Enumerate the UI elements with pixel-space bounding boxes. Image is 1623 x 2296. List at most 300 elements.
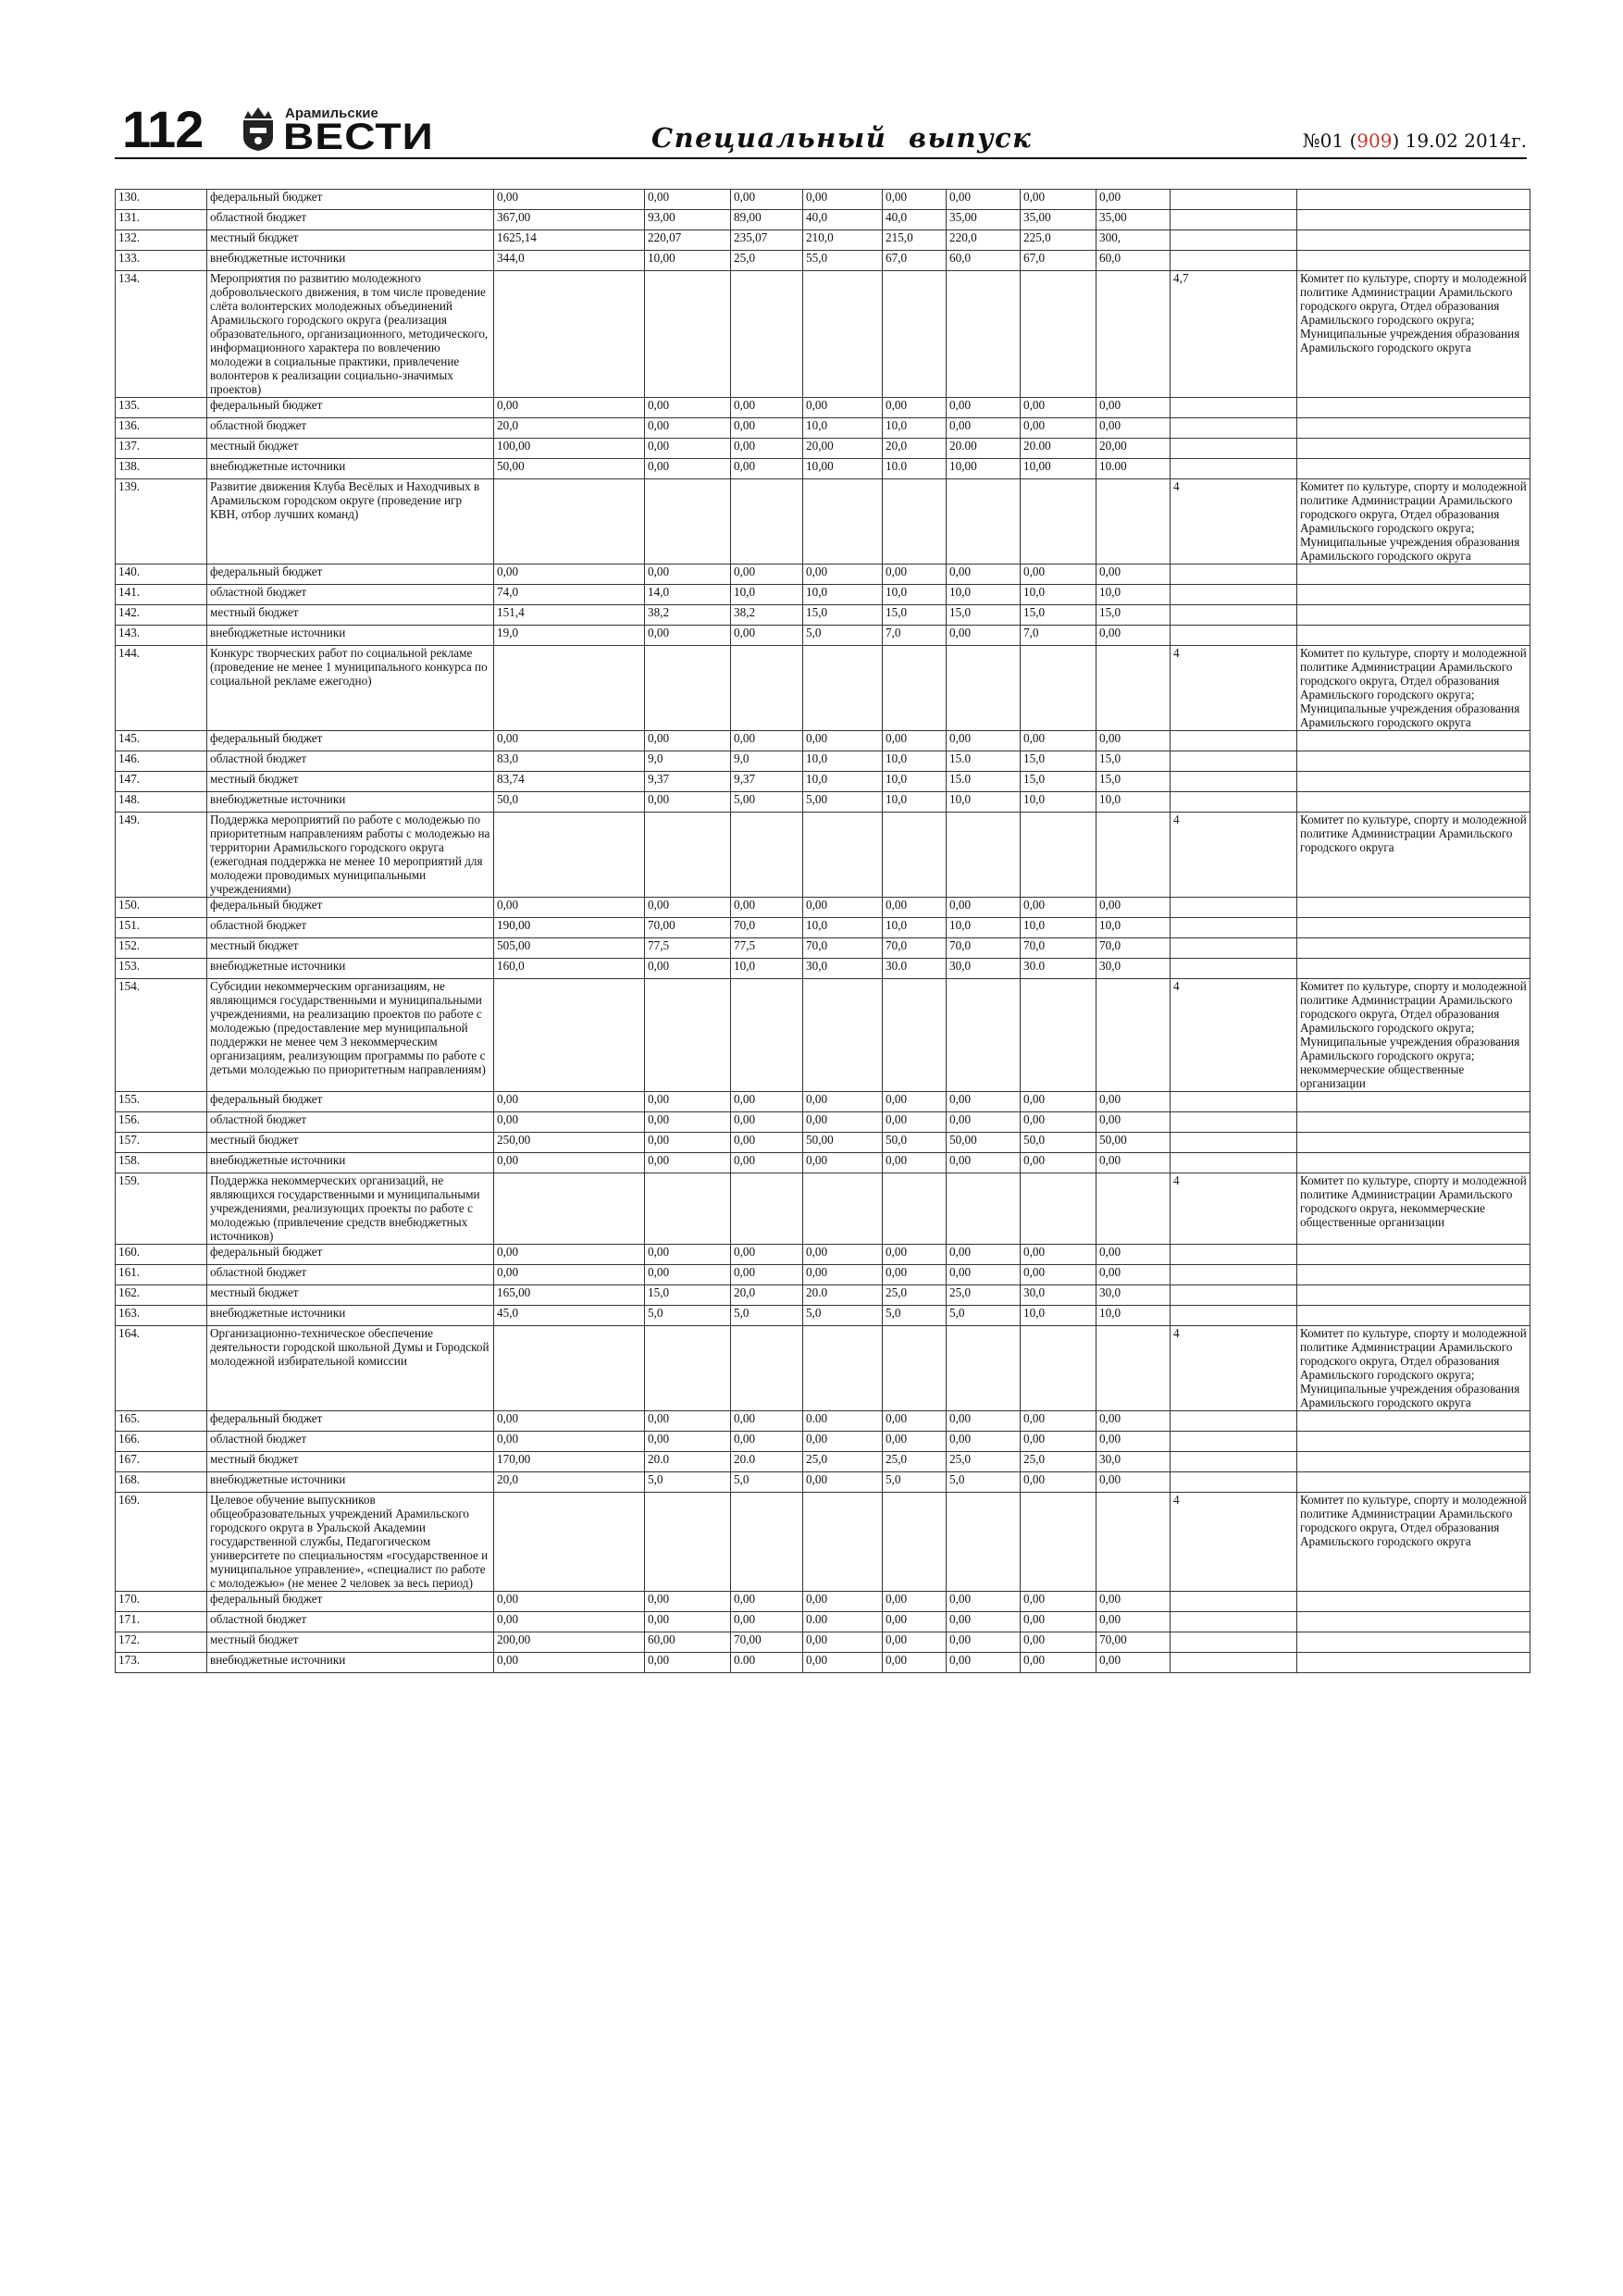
value-cell [645, 813, 731, 898]
value-cell: 0,00 [1021, 1432, 1096, 1452]
value-cell: 10,0 [947, 792, 1021, 813]
value-cell: 5,0 [731, 1472, 803, 1493]
value-cell: 300, [1096, 230, 1171, 251]
value-cell: 0,00 [947, 1245, 1021, 1265]
value-cell: 20.0 [645, 1452, 731, 1472]
value-cell: 25,0 [883, 1452, 947, 1472]
value-cell: 0,00 [645, 959, 731, 979]
value-cell: 0,00 [1096, 190, 1171, 210]
value-cell: 9,37 [645, 772, 731, 792]
value-cell: 0,00 [947, 418, 1021, 439]
value-cell: 151,4 [494, 605, 645, 626]
target-cell [1171, 398, 1297, 418]
value-cell: 15,0 [1096, 605, 1171, 626]
responsible-cell [1297, 938, 1530, 959]
value-cell: 0,00 [731, 459, 803, 479]
value-cell: 30.0 [1021, 959, 1096, 979]
item-name-cell: местный бюджет [207, 230, 494, 251]
value-cell: 0,00 [803, 1432, 883, 1452]
row-number-cell: 140. [116, 565, 207, 585]
item-name-cell: федеральный бюджет [207, 398, 494, 418]
value-cell: 30,0 [803, 959, 883, 979]
value-cell: 0,00 [731, 1112, 803, 1133]
value-cell: 9,37 [731, 772, 803, 792]
value-cell [494, 271, 645, 398]
item-name-cell: областной бюджет [207, 1265, 494, 1285]
row-number-cell: 132. [116, 230, 207, 251]
responsible-cell [1297, 565, 1530, 585]
value-cell: 160,0 [494, 959, 645, 979]
item-name-cell: местный бюджет [207, 1285, 494, 1306]
value-cell: 0,00 [883, 1245, 947, 1265]
table-row [116, 398, 1530, 418]
item-name-cell: Субсидии некоммерческим организациям, не являющимся государственными и муниципальными учреждениями, на реализацию проектов по работе с молодежью (предоставление мер муниципальной поддержки не менее чем 3 некоммерческим организациям, реализующим программы по работе с детьми молодежью по приоритетным направлениям) [207, 979, 494, 1092]
value-cell: 15,0 [883, 605, 947, 626]
value-cell: 10,0 [803, 585, 883, 605]
logo-title: ВЕСТИ [283, 117, 434, 157]
value-cell: 7,0 [883, 626, 947, 646]
value-cell: 0,00 [947, 1612, 1021, 1632]
value-cell: 0,00 [494, 1612, 645, 1632]
value-cell: 15,0 [1021, 772, 1096, 792]
value-cell [731, 646, 803, 731]
value-cell: 200,00 [494, 1632, 645, 1653]
page-number: 112 [122, 100, 204, 158]
table-row [116, 959, 1530, 979]
value-cell: 0,00 [947, 898, 1021, 918]
target-cell: 4 [1171, 1493, 1297, 1592]
value-cell: 40,0 [883, 210, 947, 230]
value-cell [947, 1493, 1021, 1592]
value-cell [947, 479, 1021, 565]
value-cell: 0,00 [1021, 1612, 1096, 1632]
value-cell: 10,0 [731, 959, 803, 979]
value-cell: 5,0 [645, 1472, 731, 1493]
value-cell: 15,0 [803, 605, 883, 626]
value-cell: 50,0 [1021, 1133, 1096, 1153]
value-cell: 20,0 [494, 418, 645, 439]
table-row [116, 585, 1530, 605]
value-cell: 0,00 [494, 1112, 645, 1133]
item-name-cell: местный бюджет [207, 1133, 494, 1153]
value-cell: 0,00 [803, 1112, 883, 1133]
row-number-cell: 161. [116, 1265, 207, 1285]
row-number-cell: 153. [116, 959, 207, 979]
value-cell: 20.00 [947, 439, 1021, 459]
value-cell: 0,00 [494, 1153, 645, 1173]
table-row [116, 1306, 1530, 1326]
target-cell [1171, 898, 1297, 918]
value-cell: 0,00 [1021, 1245, 1096, 1265]
value-cell: 0,00 [1021, 1265, 1096, 1285]
table-row [116, 1092, 1530, 1112]
value-cell: 77,5 [645, 938, 731, 959]
value-cell: 0,00 [731, 1133, 803, 1153]
value-cell: 0,00 [803, 1092, 883, 1112]
row-number-cell: 157. [116, 1133, 207, 1153]
row-number-cell: 155. [116, 1092, 207, 1112]
row-number-cell: 164. [116, 1326, 207, 1411]
value-cell: 1625,14 [494, 230, 645, 251]
value-cell [947, 1326, 1021, 1411]
target-cell [1171, 190, 1297, 210]
value-cell: 60,0 [1096, 251, 1171, 271]
row-number-cell: 148. [116, 792, 207, 813]
value-cell: 10,0 [731, 585, 803, 605]
logo-subtitle: Арамильские [285, 105, 378, 121]
row-number-cell: 130. [116, 190, 207, 210]
table-row [116, 1452, 1530, 1472]
value-cell: 10,0 [947, 585, 1021, 605]
table-row [116, 418, 1530, 439]
value-cell: 10,00 [947, 459, 1021, 479]
value-cell: 10,0 [1021, 792, 1096, 813]
row-number-cell: 138. [116, 459, 207, 479]
target-cell [1171, 792, 1297, 813]
value-cell: 55,0 [803, 251, 883, 271]
value-cell: 10,0 [1096, 585, 1171, 605]
responsible-cell [1297, 1112, 1530, 1133]
value-cell: 0,00 [494, 190, 645, 210]
item-name-cell: областной бюджет [207, 1612, 494, 1632]
row-number-cell: 152. [116, 938, 207, 959]
table-row [116, 605, 1530, 626]
value-cell: 10,0 [1021, 585, 1096, 605]
row-number-cell: 141. [116, 585, 207, 605]
responsible-cell [1297, 418, 1530, 439]
value-cell: 0.00 [803, 1411, 883, 1432]
budget-table [115, 189, 1530, 1673]
value-cell: 25,0 [731, 251, 803, 271]
value-cell: 5,0 [731, 1306, 803, 1326]
value-cell: 0,00 [494, 565, 645, 585]
item-name-cell: внебюджетные источники [207, 1153, 494, 1173]
value-cell: 0,00 [494, 1245, 645, 1265]
value-cell: 0,00 [645, 1265, 731, 1285]
value-cell: 20,0 [731, 1285, 803, 1306]
responsible-cell [1297, 1612, 1530, 1632]
target-cell [1171, 1306, 1297, 1326]
value-cell: 0,00 [883, 190, 947, 210]
value-cell: 20,00 [1096, 439, 1171, 459]
value-cell [494, 1326, 645, 1411]
value-cell: 0,00 [883, 1265, 947, 1285]
value-cell [494, 979, 645, 1092]
value-cell: 10,0 [1021, 918, 1096, 938]
value-cell [947, 813, 1021, 898]
value-cell: 0,00 [803, 565, 883, 585]
value-cell: 10,00 [645, 251, 731, 271]
value-cell: 0,00 [645, 1612, 731, 1632]
value-cell: 0,00 [731, 398, 803, 418]
value-cell: 0,00 [645, 898, 731, 918]
value-cell: 0,00 [1096, 626, 1171, 646]
value-cell [645, 646, 731, 731]
value-cell: 10,0 [883, 751, 947, 772]
value-cell: 0,00 [494, 1432, 645, 1452]
value-cell: 0,00 [883, 1092, 947, 1112]
value-cell [1096, 646, 1171, 731]
value-cell: 0,00 [494, 1265, 645, 1285]
value-cell: 10,0 [947, 918, 1021, 938]
value-cell: 0,00 [883, 1153, 947, 1173]
value-cell: 0.00 [731, 1653, 803, 1673]
responsible-cell [1297, 459, 1530, 479]
target-cell [1171, 1285, 1297, 1306]
value-cell: 0,00 [947, 1265, 1021, 1285]
item-name-cell: внебюджетные источники [207, 251, 494, 271]
value-cell [883, 813, 947, 898]
value-cell: 0,00 [947, 1411, 1021, 1432]
row-number-cell: 172. [116, 1632, 207, 1653]
item-name-cell: Развитие движения Клуба Весёлых и Находчивых в Арамильском городском округе (проведение игр КВН, отбор лучших команд) [207, 479, 494, 565]
target-cell [1171, 959, 1297, 979]
target-cell [1171, 1265, 1297, 1285]
value-cell [1096, 1493, 1171, 1592]
table-row [116, 565, 1530, 585]
header-rule [115, 157, 1527, 159]
value-cell: 0,00 [494, 1653, 645, 1673]
value-cell [1021, 1326, 1096, 1411]
responsible-cell [1297, 439, 1530, 459]
target-cell [1171, 1632, 1297, 1653]
item-name-cell: Организационно-техническое обеспечение деятельности городской школьной Думы и Городской молодежной избирательной комиссии [207, 1326, 494, 1411]
value-cell: 50,00 [947, 1133, 1021, 1153]
table-row [116, 1265, 1530, 1285]
value-cell: 0,00 [1021, 1592, 1096, 1612]
target-cell: 4 [1171, 1326, 1297, 1411]
value-cell: 0,00 [1021, 731, 1096, 751]
value-cell: 0,00 [731, 190, 803, 210]
table-row [116, 898, 1530, 918]
item-name-cell: внебюджетные источники [207, 1653, 494, 1673]
value-cell: 0,00 [1096, 398, 1171, 418]
value-cell: 0,00 [1096, 565, 1171, 585]
value-cell [731, 1326, 803, 1411]
table-row [116, 792, 1530, 813]
table-row [116, 210, 1530, 230]
value-cell: 0,00 [731, 1153, 803, 1173]
value-cell: 19,0 [494, 626, 645, 646]
target-cell [1171, 1411, 1297, 1432]
value-cell: 15,0 [1021, 751, 1096, 772]
value-cell: 0,00 [883, 565, 947, 585]
value-cell [731, 271, 803, 398]
value-cell: 0,00 [1096, 1265, 1171, 1285]
value-cell: 25,0 [947, 1285, 1021, 1306]
value-cell: 70,00 [1096, 1632, 1171, 1653]
value-cell: 10,0 [1096, 792, 1171, 813]
value-cell: 0,00 [1096, 418, 1171, 439]
table-row [116, 1472, 1530, 1493]
value-cell [1021, 979, 1096, 1092]
row-number-cell: 144. [116, 646, 207, 731]
value-cell [1096, 1173, 1171, 1245]
value-cell [645, 1173, 731, 1245]
value-cell [645, 479, 731, 565]
value-cell: 10,0 [1021, 1306, 1096, 1326]
target-cell [1171, 918, 1297, 938]
value-cell: 0,00 [645, 439, 731, 459]
item-name-cell: внебюджетные источники [207, 1472, 494, 1493]
value-cell [1021, 1493, 1096, 1592]
value-cell: 0,00 [1096, 1245, 1171, 1265]
row-number-cell: 159. [116, 1173, 207, 1245]
value-cell: 210,0 [803, 230, 883, 251]
value-cell: 0,00 [1021, 398, 1096, 418]
table-row [116, 1153, 1530, 1173]
value-cell: 0,00 [947, 626, 1021, 646]
value-cell: 0,00 [731, 626, 803, 646]
value-cell: 0,00 [731, 1411, 803, 1432]
item-name-cell: областной бюджет [207, 918, 494, 938]
table-row [116, 479, 1530, 565]
responsible-cell [1297, 626, 1530, 646]
row-number-cell: 137. [116, 439, 207, 459]
table-row [116, 1432, 1530, 1452]
value-cell [731, 979, 803, 1092]
value-cell: 0,00 [947, 1112, 1021, 1133]
value-cell: 0,00 [645, 1653, 731, 1673]
table-row [116, 1326, 1530, 1411]
value-cell: 30,0 [1021, 1285, 1096, 1306]
row-number-cell: 168. [116, 1472, 207, 1493]
value-cell: 38,2 [645, 605, 731, 626]
row-number-cell: 134. [116, 271, 207, 398]
value-cell: 5,0 [803, 1306, 883, 1326]
value-cell: 10,0 [883, 772, 947, 792]
value-cell: 0,00 [883, 898, 947, 918]
value-cell [883, 1493, 947, 1592]
value-cell: 0,00 [645, 1432, 731, 1452]
responsible-cell [1297, 731, 1530, 751]
item-name-cell: федеральный бюджет [207, 898, 494, 918]
target-cell: 4 [1171, 979, 1297, 1092]
value-cell [1096, 271, 1171, 398]
item-name-cell: областной бюджет [207, 1432, 494, 1452]
target-cell [1171, 731, 1297, 751]
responsible-cell [1297, 959, 1530, 979]
value-cell: 25,0 [883, 1285, 947, 1306]
row-number-cell: 166. [116, 1432, 207, 1452]
value-cell: 0,00 [731, 898, 803, 918]
value-cell: 0,00 [1096, 1411, 1171, 1432]
value-cell: 0,00 [645, 626, 731, 646]
responsible-cell: Комитет по культуре, спорту и молодежной политике Администрации Арамильского городского округа, Отдел образования Арамильского городского округа; Муниципальные учреждения образования Арамильского городского округа [1297, 646, 1530, 731]
value-cell: 20,0 [494, 1472, 645, 1493]
value-cell: 367,00 [494, 210, 645, 230]
row-number-cell: 171. [116, 1612, 207, 1632]
value-cell: 30,0 [1096, 1452, 1171, 1472]
value-cell [1096, 479, 1171, 565]
value-cell: 0,00 [1096, 1092, 1171, 1112]
responsible-cell [1297, 1592, 1530, 1612]
target-cell [1171, 1612, 1297, 1632]
value-cell: 0,00 [1096, 1472, 1171, 1493]
value-cell: 0.00 [803, 1612, 883, 1632]
value-cell [803, 813, 883, 898]
table-row [116, 1653, 1530, 1673]
value-cell [947, 979, 1021, 1092]
target-cell [1171, 938, 1297, 959]
item-name-cell: местный бюджет [207, 605, 494, 626]
value-cell: 10.0 [883, 459, 947, 479]
value-cell: 0,00 [494, 898, 645, 918]
target-cell [1171, 251, 1297, 271]
item-name-cell: федеральный бюджет [207, 1092, 494, 1112]
value-cell: 70,00 [731, 1632, 803, 1653]
value-cell: 10,0 [803, 751, 883, 772]
item-name-cell: Целевое обучение выпускников общеобразовательных учреждений Арамильского городского округа в Уральской Академии государственной службы, Педагогическом университете по специальностям «государственное и муниципальное управление», «специалист по работе с молодежью» (не менее 2 человек за весь период) [207, 1493, 494, 1592]
responsible-cell [1297, 1153, 1530, 1173]
value-cell: 190,00 [494, 918, 645, 938]
value-cell [1021, 271, 1096, 398]
responsible-cell [1297, 605, 1530, 626]
value-cell: 0,00 [494, 731, 645, 751]
value-cell: 0,00 [645, 1092, 731, 1112]
value-cell [1096, 1326, 1171, 1411]
value-cell: 0,00 [1096, 731, 1171, 751]
target-cell [1171, 1452, 1297, 1472]
target-cell [1171, 1653, 1297, 1673]
value-cell: 30.0 [883, 959, 947, 979]
responsible-cell [1297, 230, 1530, 251]
value-cell: 74,0 [494, 585, 645, 605]
row-number-cell: 165. [116, 1411, 207, 1432]
value-cell [803, 979, 883, 1092]
value-cell: 38,2 [731, 605, 803, 626]
value-cell: 10,00 [1021, 459, 1096, 479]
responsible-cell [1297, 898, 1530, 918]
value-cell: 0,00 [645, 792, 731, 813]
item-name-cell: местный бюджет [207, 1632, 494, 1653]
target-cell [1171, 626, 1297, 646]
value-cell: 70,0 [1096, 938, 1171, 959]
value-cell: 10,0 [1096, 1306, 1171, 1326]
value-cell: 0,00 [947, 1092, 1021, 1112]
value-cell: 0,00 [803, 1472, 883, 1493]
value-cell [1021, 646, 1096, 731]
value-cell: 0,00 [803, 1153, 883, 1173]
target-cell [1171, 1245, 1297, 1265]
table-row [116, 251, 1530, 271]
value-cell: 70,0 [947, 938, 1021, 959]
responsible-cell: Комитет по культуре, спорту и молодежной политике Администрации Арамильского городского округа, Отдел образования Арамильского городского округа; Муниципальные учреждения образования Арамильского городского округа [1297, 1326, 1530, 1411]
value-cell [947, 1173, 1021, 1245]
value-cell: 170,00 [494, 1452, 645, 1472]
value-cell: 0,00 [1096, 1153, 1171, 1173]
value-cell [1096, 979, 1171, 1092]
item-name-cell: внебюджетные источники [207, 1306, 494, 1326]
table-row [116, 271, 1530, 398]
value-cell: 5,0 [947, 1306, 1021, 1326]
value-cell: 0,00 [803, 731, 883, 751]
value-cell: 0,00 [731, 1092, 803, 1112]
value-cell [803, 271, 883, 398]
value-cell [803, 479, 883, 565]
value-cell: 0,00 [883, 1653, 947, 1673]
row-number-cell: 158. [116, 1153, 207, 1173]
table-row [116, 813, 1530, 898]
item-name-cell: Поддержка мероприятий по работе с молодежью по приоритетным направлениям работы с молодежью на территории Арамильского городского округа (ежегодная поддержка не менее 10 мероприятий для молодежи проводимых муниципальными учреждениями) [207, 813, 494, 898]
value-cell: 505,00 [494, 938, 645, 959]
target-cell [1171, 772, 1297, 792]
value-cell: 50,00 [803, 1133, 883, 1153]
value-cell: 0,00 [1021, 565, 1096, 585]
value-cell: 220,07 [645, 230, 731, 251]
target-cell: 4 [1171, 813, 1297, 898]
value-cell: 10,0 [883, 585, 947, 605]
